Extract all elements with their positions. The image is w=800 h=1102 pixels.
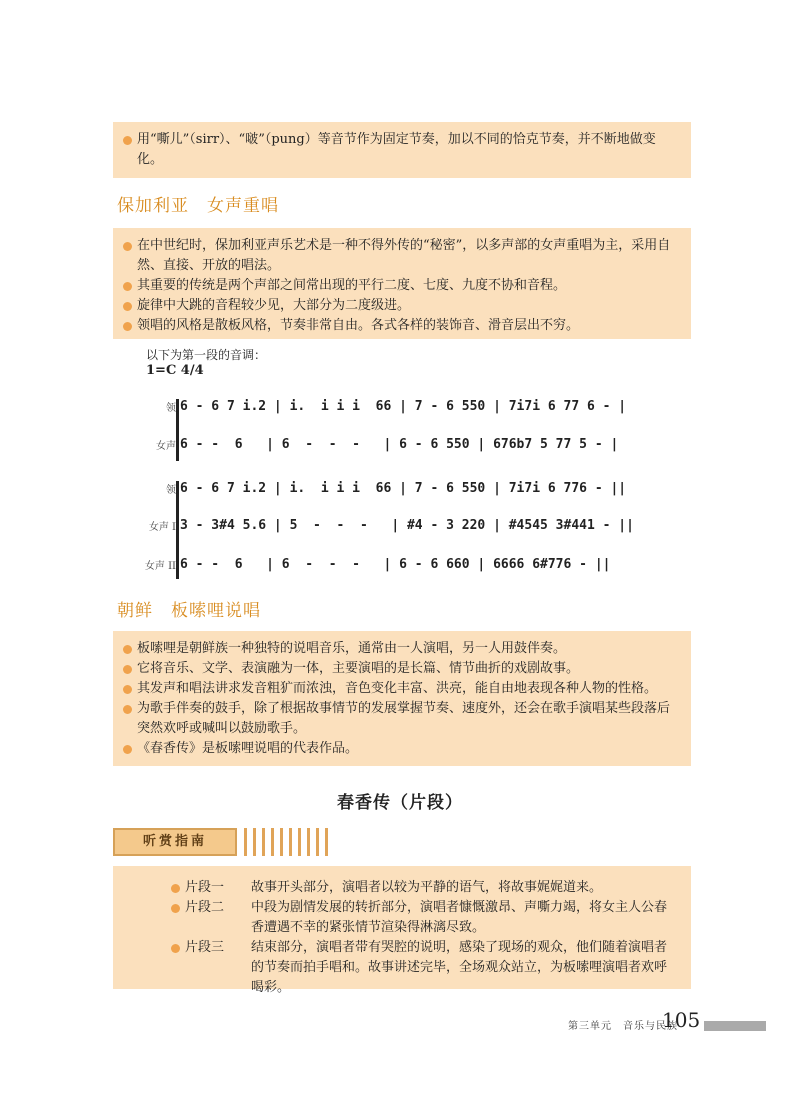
guide-item-label: 片段二 — [185, 900, 225, 915]
system-brace — [176, 399, 179, 461]
score-notes: 3 - 3#4 5.6 | 5 - - - | #4 - 3 220 | #4545 3#441 - || — [180, 518, 634, 533]
score-row — [140, 437, 658, 459]
bulgaria-notes-box — [113, 228, 691, 339]
listening-guide-box — [113, 866, 691, 995]
korea-bullet: 板嗦哩是朝鲜族一种独特的说唱音乐，通常由一人演唱，另一人用鼓伴奏。 — [123, 639, 679, 659]
footer-unit-text: 第三单元 音乐与民族 — [568, 1021, 678, 1032]
section-title-bulgaria: 保加利亚 女声重唱 — [117, 196, 279, 216]
score-key-signature: 1=C 4/4 — [146, 363, 204, 378]
score-row — [140, 518, 658, 540]
score-row — [140, 481, 658, 503]
korea-bullet: 它将音乐、文学、表演融为一体，主要演唱的是长篇、情节曲折的戏剧故事。 — [123, 659, 679, 679]
score-part-label: 女声 I — [148, 522, 176, 533]
decorative-stripes — [244, 828, 334, 856]
system-brace — [176, 481, 179, 579]
score-part-label: 女声 — [156, 441, 176, 452]
korea-bullet: 《春香传》是板嗦哩说唱的代表作品。 — [123, 739, 679, 759]
guide-item — [171, 898, 679, 938]
intro-bullet: 用“嘶儿”（sirr）、“啵”（pung）等音节作为固定节奏，加以不同的恰克节奏，并不断地做变化。 — [123, 130, 679, 170]
score-row — [140, 399, 658, 421]
guide-item-label: 片段一 — [185, 880, 225, 895]
score-part-label: 领 — [166, 403, 176, 414]
bulgaria-bullet: 在中世纪时，保加利亚声乐艺术是一种不得外传的“秘密”，以多声部的女声重唱为主，采用自然、直接、开放的唱法。 — [123, 236, 679, 276]
score-notes: 6 - - 6 | 6 - - - | 6 - 6 550 | 676b7 5 77 5 - | — [180, 437, 619, 452]
guide-item-text: 故事开头部分，演唱者以较为平静的语气，将故事娓娓道来。 — [251, 880, 603, 895]
korea-bullet: 为歌手伴奏的鼓手，除了根据故事情节的发展掌握节奏、速度外，还会在歌手演唱某些段落后突然欢呼或喊叫以鼓励歌手。 — [123, 699, 679, 739]
score-notes: 6 - - 6 | 6 - - - | 6 - 6 660 | 6666 6#776 - || — [180, 557, 611, 572]
guide-item-text: 结束部分，演唱者带有哭腔的说明，感染了现场的观众，他们随着演唱者的节奏而拍手唱和。故事讲述完毕，全场观众站立，为板嗦哩演唱者欢呼喝彩。 — [251, 940, 668, 995]
score-intro: 以下为第一段的音调： — [146, 348, 267, 362]
listening-guide-tab: 听赏指南 — [113, 828, 237, 856]
bulgaria-bullet: 其重要的传统是两个声部之间常出现的平行二度、七度、九度不协和音程。 — [123, 276, 679, 296]
score-part-label: 女声 II — [144, 561, 176, 572]
guide-item — [171, 938, 679, 998]
score-row — [140, 557, 658, 579]
score-notes: 6 - 6 7 i.2 | i. i i i 66 | 7 - 6 550 | 7i7i 6 77 6 - | — [180, 399, 627, 414]
section-title-korea: 朝鲜 板嗦哩说唱 — [117, 601, 261, 621]
score-notes: 6 - 6 7 i.2 | i. i i i 66 | 7 - 6 550 | 7i7i 6 776 - || — [180, 481, 627, 496]
intro-note-box — [113, 122, 691, 178]
guide-item — [171, 878, 679, 898]
guide-item-label: 片段三 — [185, 940, 225, 955]
page-number: 105 — [662, 1008, 701, 1032]
score-part-label: 领 — [166, 485, 176, 496]
music-score — [140, 363, 658, 585]
guide-item-text: 中段为剧情发展的转折部分，演唱者慷慨激昂、声嘶力竭，将女主人公春香遭遇不幸的紧张情节渲染得淋漓尽致。 — [251, 900, 668, 935]
bulgaria-bullet: 旋律中大跳的音程较少见，大部分为二度级进。 — [123, 296, 679, 316]
korea-bullet: 其发声和唱法讲求发音粗犷而浓浊，音色变化丰富、洪亮，能自由地表现各种人物的性格。 — [123, 679, 679, 699]
korea-notes-box — [113, 631, 691, 766]
piece-title: 春香传（片段） — [337, 793, 463, 813]
footer-bar — [704, 1021, 766, 1031]
bulgaria-bullet: 领唱的风格是散板风格，节奏非常自由。各式各样的装饰音、滑音层出不穷。 — [123, 316, 679, 336]
